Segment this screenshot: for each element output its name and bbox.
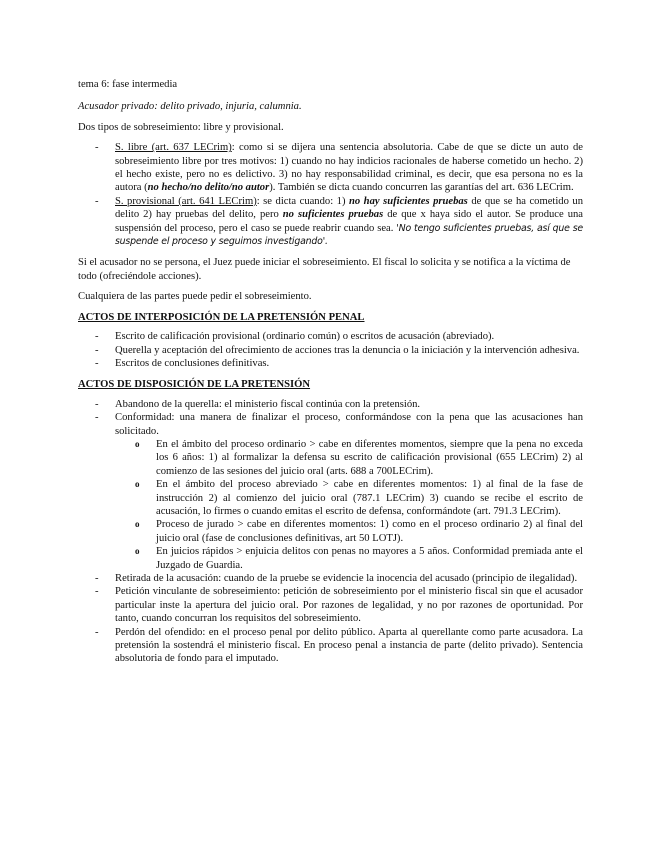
interposicion-list (78, 330, 583, 370)
list-item: - Escritos de conclusiones definitivas. (78, 357, 583, 370)
partes-paragraph: Cualquiera de las partes puede pedir el sobreseimiento. (78, 291, 312, 303)
sobreseimiento-list (78, 141, 583, 248)
conformidad-sublist (115, 438, 583, 572)
list-item-libre: - S. libre (art. 637 LECrim): como si se dijera una sentencia absolutoria. Cabe de que se dicte un auto de sobreseimiento libre por tres motivos: 1) cuando no hay indicios racionales de haberse cometido un hecho. 2) el hecho existe, pero no es delictivo. 3) no hay responsabilidad criminal, es decir, que esa persona no es la autora (no hecho/no delito/no autor). También se dicta cuando concurren las garantías del art. 636 LECrim. (78, 141, 583, 195)
list-item-perdon: - Perdón del ofendido: en el proceso penal por delito público. Aparta al querellante como parte acusadora. La pretensión la sostendrá el ministerio fiscal. En proceso penal a instancia de parte (delito privado). Sentencia absolutoria de fondo para el imputado. (78, 626, 583, 666)
libre-label: S. libre (art. 637 LECrim) (115, 142, 232, 154)
subtitle: Acusador privado: delito privado, injuria, calumnia. (78, 101, 302, 113)
intro-paragraph: Dos tipos de sobreseimiento: libre y provisional. (78, 121, 284, 133)
sub-list-item: o En el ámbito del proceso abreviado > cabe en diferentes momentos: 1) al final de la fase de instrucción 2) al comienzo del juicio oral (787.1 LECrim) 3) cuando se recibe el escrito de acusación, lo firmes o cuando emitas el escrito de defensa, conformándote (art. 791.3 LECrim). (115, 478, 583, 518)
topic-title: tema 6: fase intermedia (78, 79, 178, 90)
acusador-paragraph: Si el acusador no se persona, el Juez puede iniciar el sobreseimiento. El fiscal lo solicita y se notifica a la víctima de todo (ofreciéndole acciones). (78, 257, 571, 282)
provisional-quote: 'No tengo suficientes pruebas, así que se suspende el proceso y seguimos investigando'. (115, 222, 584, 248)
libre-emphasis: no hecho/no delito/no autor (147, 182, 270, 194)
sub-list-item: o En juicios rápidos > enjuicia delitos con penas no mayores a 5 años. Conformidad premiada ante el Juzgado de Guardia. (115, 545, 583, 572)
section-heading-disposicion: ACTOS DE DISPOSICIÓN DE LA PRETENSIÓN (78, 379, 311, 391)
document-page (78, 78, 583, 674)
list-item-provisional: - S. provisional (art. 641 LECrim): se dicta cuando: 1) no hay suficientes pruebas de que se ha cometido un delito 2) hay pruebas del delito, pero no suficientes pruebas de que x haya sido el autor. Se produce una suspensión del proceso, pero el caso se puede reabrir cuando sea. 'No tengo suficientes pruebas, así que se suspende el proceso y seguimos investigando'. (78, 195, 583, 249)
list-item: - Escrito de calificación provisional (ordinario común) o escritos de acusación (abreviado). (78, 330, 583, 343)
disposicion-list (78, 398, 583, 666)
provisional-emphasis-2: no suficientes pruebas (282, 209, 384, 221)
provisional-emphasis-1: no hay suficientes pruebas (348, 195, 468, 207)
provisional-label: S. provisional (art. 641 LECrim) (115, 195, 257, 207)
list-item-retirada: - Retirada de la acusación: cuando de la pruebe se evidencie la inocencia del acusado (principio de ilegalidad). (78, 572, 583, 585)
sub-list-item: o En el ámbito del proceso ordinario > cabe en diferentes momentos, siempre que la pena no exceda los 6 años: 1) al formalizar la defensa su escrito de calificación provisional (655 LECrim) 2) al comienzo de las sesiones del juicio oral (arts. 688 a 700LECrim). (115, 438, 583, 478)
list-item-peticion: - Petición vinculante de sobreseimiento: petición de sobreseimiento por el ministerio fiscal sin que el acusador particular inste la apertura del juicio oral. Por razones de legalidad, y no por razones de oportunidad. Por tanto, cuando concurran los requisitos del sobreseimiento. (78, 585, 583, 625)
section-heading-interposicion: ACTOS DE INTERPOSICIÓN DE LA PRETENSIÓN PENAL (78, 311, 365, 323)
sub-list-item: o Proceso de jurado > cabe en diferentes momentos: 1) como en el proceso ordinario 2) al final del juicio oral (fase de conclusiones definitivas, art 50 LOTJ). (115, 518, 583, 545)
list-item-abandono: - Abandono de la querella: el ministerio fiscal continúa con la pretensión. (78, 398, 583, 411)
list-item: - Querella y aceptación del ofrecimiento de acciones tras la denuncia o la iniciación y la intervención adhesiva. (78, 344, 583, 357)
list-item-conformidad: - Conformidad: una manera de finalizar el proceso, conformándose con la pena que las acusaciones han solicitado. o En el ámbito del proceso ordinario > cabe en diferentes momentos, siempre que la pena no exceda los 6 años: 1) al formalizar la defensa su escrito de calificación provisional (655 LECrim) 2) al comienzo de las sesiones del juicio oral (arts. 688 a 700LECrim). o En el ámbito del proceso abreviado > cabe en diferentes momentos: 1) al final de la fase de instrucción 2) al comienzo del juicio oral (787.1 LECrim) 3) cuando se recibe el escrito de acusación, lo firmes o cuando emitas el escrito de defensa, conformándote (art. 791.3 LECrim). o Proceso de jurado > cabe en diferentes momentos: 1) como en el proceso ordinario 2) al final del juicio oral (fase de conclusiones definitivas, art 50 LOTJ). o En juicios rápidos > enjuicia delitos con penas no mayores a 5 años. Conformidad premiada ante el Juzgado de Guardia. (78, 411, 583, 572)
